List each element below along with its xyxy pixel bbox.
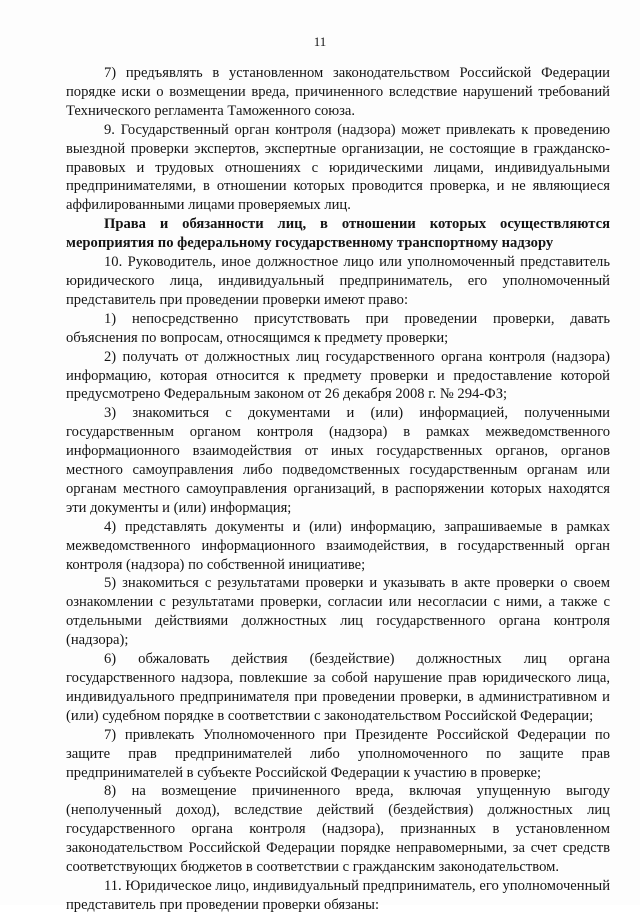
paragraph-10-item-3: 3) знакомиться с документами и (или) информацией, полученными государственным органом контроля (надзора) в рамках межведомственного информационного взаимодействия от иных государственных органов, органов местного самоуправления либо подведомственных государственным органам или органам местного самоуправления организаций, в распоряжении которых находятся эти документы и (или) информация;	[66, 405, 610, 516]
paragraph-9-experts: 9. Государственный орган контроля (надзора) может привлекать к проведению выездной проверки экспертов, экспертные организации, не состоящие в гражданско-правовых и трудовых отношениях с юридическими лицами, индивидуальными предпринимателями, в отношении которых проводится проверка, и не являющиеся аффилированными лицами проверяемых лиц.	[66, 121, 610, 214]
paragraph-10-item-8: 8) на возмещение причиненного вреда, включая упущенную выгоду (неполученный доход), вследствие действий (бездействия) должностных лиц государственного органа контроля (надзора), признанных в установленном законодательством Российской Федерации порядке неправомерными, за счет средств соответствующих бюджетов в соответствии с гражданским законодательством.	[66, 783, 610, 876]
paragraph-10-item-1: 1) непосредственно присутствовать при проведении проверки, давать объяснения по вопросам, относящимся к предмету проверки;	[66, 310, 610, 346]
paragraph-10-rights-intro: 10. Руководитель, иное должностное лицо или уполномоченный представитель юридического лица, индивидуальный предприниматель, его уполномоченный представитель при проведении проверки имеют право:	[66, 254, 610, 308]
paragraph-7-claims: 7) предъявлять в установленном законодательством Российской Федерации порядке иски о возмещении вреда, причиненного вследствие нарушений требований Технического регламента Таможенного союза.	[66, 65, 610, 119]
section-heading-rights-and-duties: Права и обязанности лиц, в отношении которых осуществляются мероприятия по федеральному государственному транспортному надзору	[66, 216, 610, 252]
paragraph-10-item-5: 5) знакомиться с результатами проверки и указывать в акте проверки о своем ознакомлении с результатами проверки, согласии или несогласии с ними, а также с отдельными действиями должностных лиц государственного органа контроля (надзора);	[66, 575, 610, 649]
paragraph-10-item-2: 2) получать от должностных лиц государственного органа контроля (надзора) информацию, которая относится к предмету проверки и предоставление которой предусмотрено Федеральным законом от 26 декабря 2008 г. № 294-ФЗ;	[66, 348, 610, 403]
paragraph-10-item-6: 6) обжаловать действия (бездействие) должностных лиц органа государственного надзора, повлекшие за собой нарушение прав юридического лица, индивидуального предпринимателя при проведении проверки, в административном и (или) судебном порядке в соответствии с законодательством Российской Федерации;	[66, 651, 610, 724]
page-number: 11	[313, 34, 327, 49]
paragraph-10-item-7: 7) привлекать Уполномоченного при Президенте Российской Федерации по защите прав предпринимателей либо уполномоченного по защите прав предпринимателей в субъекте Российской Федерации к участию в проверке;	[66, 726, 610, 781]
paragraph-10-item-4: 4) представлять документы и (или) информацию, запрашиваемые в рамках межведомственного информационного взаимодействия, в государственный орган контроля (надзора) по собственной инициативе;	[66, 518, 610, 573]
document-body	[66, 64, 610, 915]
paragraph-11-duties-intro: 11. Юридическое лицо, индивидуальный предприниматель, его уполномоченный представитель при проведении проверки обязаны:	[66, 877, 610, 913]
